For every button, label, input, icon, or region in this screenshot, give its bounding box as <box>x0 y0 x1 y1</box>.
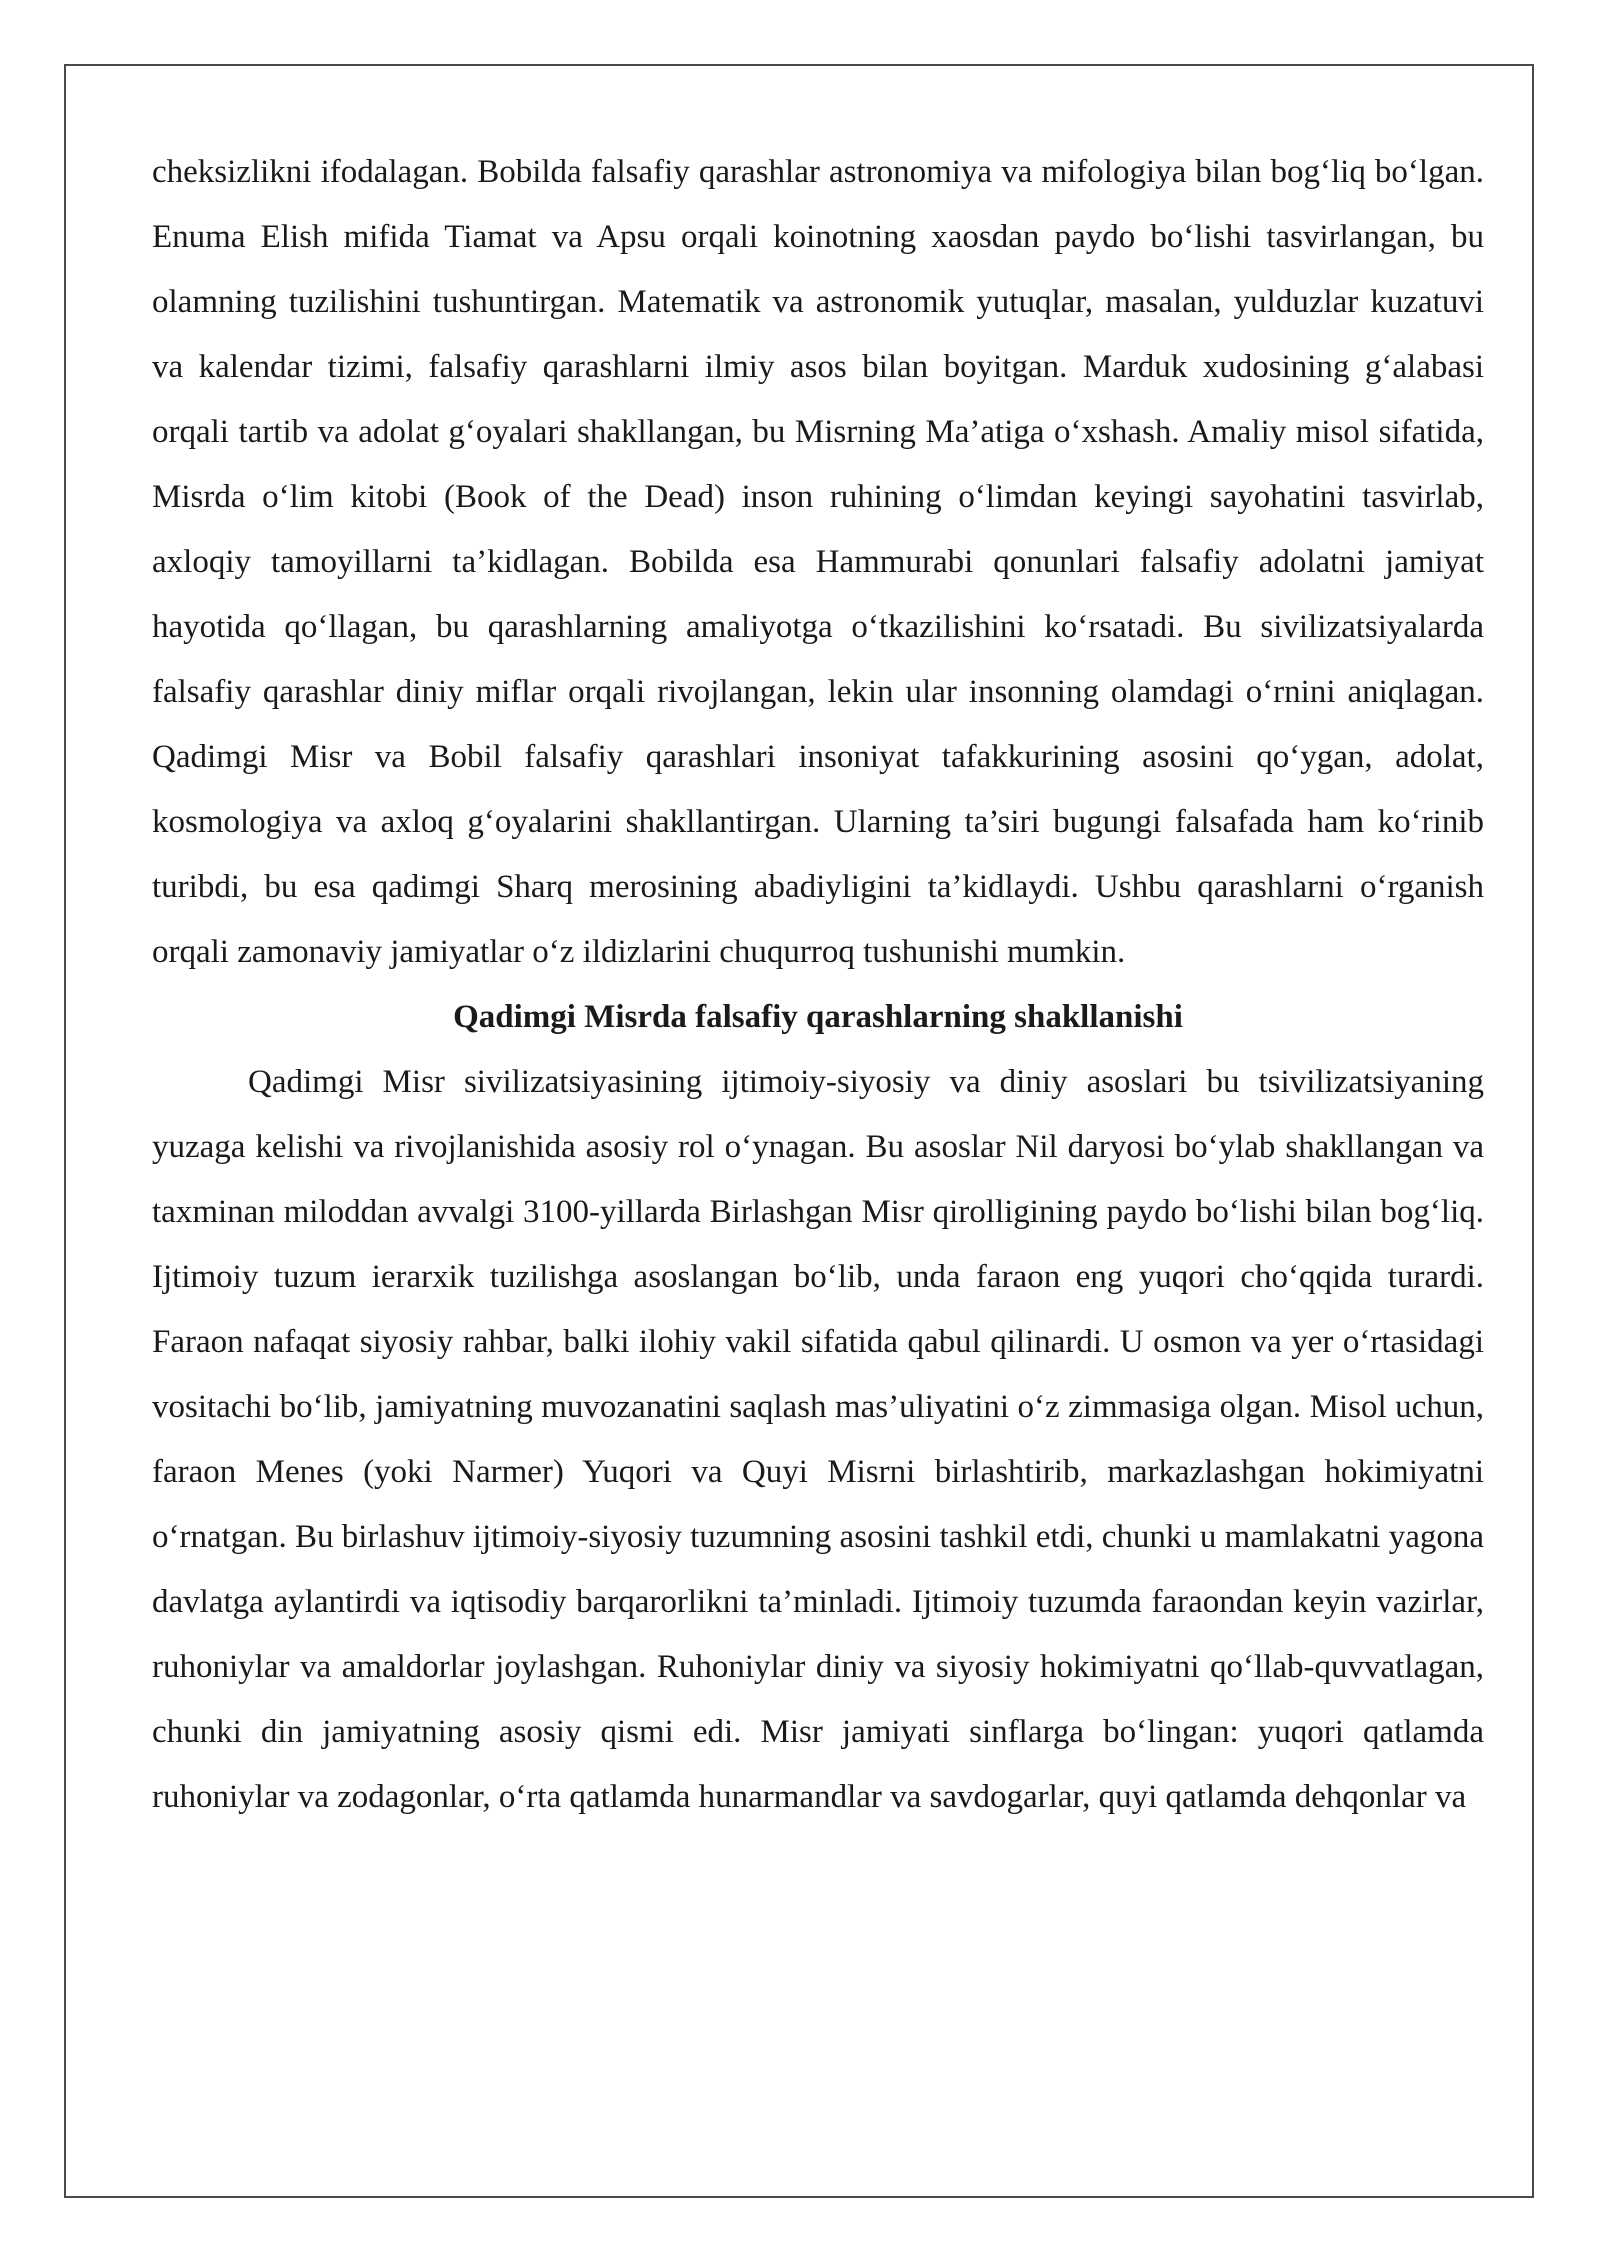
document-body <box>152 140 1484 1830</box>
body-paragraph-continued: cheksizlikni ifodalagan. Bobilda falsafiy qarashlar astronomiya va mifologiya bilan bog‘liq bo‘lgan. Enuma Elish mifida Tiamat va Apsu orqali koinotning xaosdan paydo bo‘lishi tasvirlangan, bu olamning tuzilishini tushuntirgan. Matematik va astronomik yutuqlar, masalan, yulduzlar kuzatuvi va kalendar tizimi, falsafiy qarashlarni ilmiy asos bilan boyitgan. Marduk xudosining g‘alabasi orqali tartib va adolat g‘oyalari shakllangan, bu Misrning Ma’atiga o‘xshash. Amaliy misol sifatida, Misrda o‘lim kitobi (Book of the Dead) inson ruhining o‘limdan keyingi sayohatini tasvirlab, axloqiy tamoyillarni ta’kidlagan. Bobilda esa Hammurabi qonunlari falsafiy adolatni jamiyat hayotida qo‘llagan, bu qarashlarning amaliyotga o‘tkazilishini ko‘rsatadi. Bu sivilizatsiyalarda falsafiy qarashlar diniy miflar orqali rivojlangan, lekin ular insonning olamdagi o‘rnini aniqlagan. Qadimgi Misr va Bobil falsafiy qarashlari insoniyat tafakkurining asosini qo‘ygan, adolat, kosmologiya va axloq g‘oyalarini shakllantirgan. Ularning ta’siri bugungi falsafada ham ko‘rinib turibdi, bu esa qadimgi Sharq merosining abadiyligini ta’kidlaydi. Ushbu qarashlarni o‘rganish orqali zamonaviy jamiyatlar o‘z ildizlarini chuqurroq tushunishi mumkin. <box>152 154 1484 970</box>
section-heading: Qadimgi Misrda falsafiy qarashlarning shakllanishi <box>453 999 1183 1035</box>
body-paragraph: Qadimgi Misr sivilizatsiyasining ijtimoiy-siyosiy va diniy asoslari bu tsivilizatsiyaning yuzaga kelishi va rivojlanishida asosiy rol o‘ynagan. Bu asoslar Nil daryosi bo‘ylab shakllangan va taxminan miloddan avvalgi 3100-yillarda Birlashgan Misr qirolligining paydo bo‘lishi bilan bog‘liq. Ijtimoiy tuzum ierarxik tuzilishga asoslangan bo‘lib, unda faraon eng yuqori cho‘qqida turardi. Faraon nafaqat siyosiy rahbar, balki ilohiy vakil sifatida qabul qilinardi. U osmon va yer o‘rtasidagi vositachi bo‘lib, jamiyatning muvozanatini saqlash mas’uliyatini o‘z zimmasiga olgan. Misol uchun, faraon Menes (yoki Narmer) Yuqori va Quyi Misrni birlashtirib, markazlashgan hokimiyatni o‘rnatgan. Bu birlashuv ijtimoiy-siyosiy tuzumning asosini tashkil etdi, chunki u mamlakatni yagona davlatga aylantirdi va iqtisodiy barqarorlikni ta’minladi. Ijtimoiy tuzumda faraondan keyin vazirlar, ruhoniylar va amaldorlar joylashgan. Ruhoniylar diniy va siyosiy hokimiyatni qo‘llab-quvvatlagan, chunki din jamiyatning asosiy qismi edi. Misr jamiyati sinflarga bo‘lingan: yuqori qatlamda ruhoniylar va zodagonlar, o‘rta qatlamda hunarmandlar va savdogarlar, quyi qatlamda dehqonlar va <box>152 1064 1484 1815</box>
